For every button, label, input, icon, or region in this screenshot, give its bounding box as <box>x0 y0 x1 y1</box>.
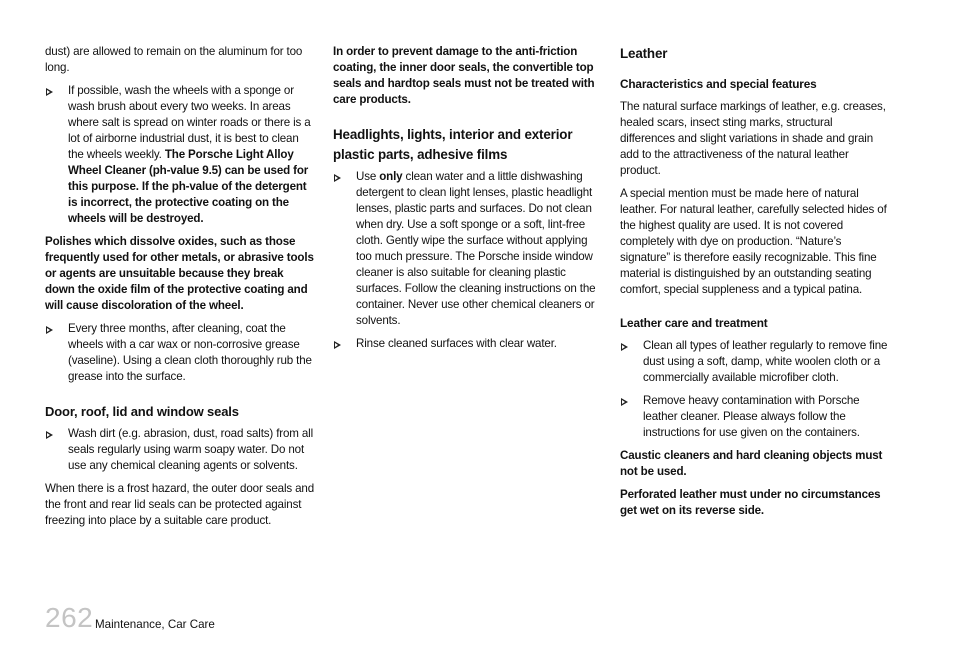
column-middle <box>333 44 601 359</box>
bullet-item <box>620 338 890 386</box>
bullet-triangle-icon <box>46 88 53 96</box>
section-heading: Headlights, lights, interior and exterior plastic parts, adhesive films <box>333 127 573 162</box>
section-heading: Door, roof, lid and window seals <box>45 404 239 419</box>
column-left <box>45 44 315 536</box>
warning-text: Caustic cleaners and hard cleaning objects must not be used. <box>620 449 883 478</box>
paragraph: The natural surface markings of leather, e.g. creases, healed scars, insect sting marks, structural differences and slight variations in shade and grain add to the attractiveness of the natural leather product. <box>620 100 886 177</box>
subsection-heading: Characteristics and special features <box>620 77 817 91</box>
bullet-item <box>333 336 601 352</box>
warning-text: Perforated leather must under no circumstances get wet on its reverse side. <box>620 488 881 517</box>
bullet-triangle-icon <box>46 431 53 439</box>
paragraph: When there is a frost hazard, the outer door seals and the front and rear lid seals can be protected against freezing into place by a suitable care product. <box>45 482 315 527</box>
warning-text: Polishes which dissolve oxides, such as those frequently used for other metals, or abrasive tools or agents are unsuitable because they break down the oxide film of the protective coating and will cause discoloration of the wheel. <box>45 235 314 312</box>
bullet-text: Wash dirt (e.g. abrasion, dust, road salts) from all seals regularly using warm soapy water. Do not use any chemical cleaning agents or solvents. <box>68 427 313 472</box>
bullet-text: Use <box>356 170 380 183</box>
section-heading: Leather <box>620 46 668 61</box>
bullet-item <box>45 426 315 474</box>
subsection-heading: Leather care and treatment <box>620 316 768 330</box>
bullet-item <box>333 169 601 329</box>
bullet-triangle-icon <box>46 326 53 334</box>
paragraph: A special mention must be made here of natural leather. For natural leather, carefully selected hides of the highest quality are used. It is not covered completely with dye on production. “Nature’s signature” is therefore easily recognizable. This fine material is distinguished by an outstanding seating comfort, special suppleness and a typical patina. <box>620 187 887 296</box>
bullet-text: If possible, wash the wheels with a sponge or wash brush about every two weeks. In areas where salt is spread on winter roads or there is a lot of airborne industrial dust, it is best to clean the wheels weekly. <box>68 84 311 161</box>
bullet-text: Remove heavy contamination with Porsche leather cleaner. Please always follow the instructions for use given on the containers. <box>643 394 860 439</box>
bullet-text: clean water and a little dishwashing detergent to clean light lenses, plastic headlight lenses, plastic parts and surfaces. Do not clean when dry. Use a soft sponge or a soft, lint-free cloth. Gently wipe the surface without applying too much pressure. The Porsche inside window cleaner is also suitable for cleaning plastic surfaces. Follow the cleaning instructions on the container. Never use other chemical cleaners or solvents. <box>356 170 596 327</box>
bullet-triangle-icon <box>621 343 628 351</box>
section-title: Maintenance, Car Care <box>95 618 215 631</box>
bullet-triangle-icon <box>334 341 341 349</box>
bullet-item <box>45 321 315 385</box>
bullet-item <box>620 393 890 441</box>
bullet-text: Every three months, after cleaning, coat the wheels with a car wax or non-corrosive grease (vaseline). Using a clean cloth thoroughly rub the grease into the surface. <box>68 322 312 383</box>
bullet-bold-text: only <box>379 170 403 183</box>
bullet-bold-text: The Porsche Light Alloy Wheel Cleaner (ph-value 9.5) can be used for this purpose. If the ph-value of the detergent is incorrect, the protective coating on the wheels will be destroyed. <box>68 148 309 225</box>
warning-text: In order to prevent damage to the anti-friction coating, the inner door seals, the convertible top seals and hardtop seals must not be treated with care products. <box>333 45 595 106</box>
bullet-item <box>45 83 315 227</box>
column-right <box>620 44 890 526</box>
bullet-triangle-icon <box>334 174 341 182</box>
page-number: 262 <box>45 602 94 633</box>
bullet-text: Clean all types of leather regularly to remove fine dust using a soft, damp, white woolen cloth or a commercially available microfiber cloth. <box>643 339 888 384</box>
bullet-triangle-icon <box>621 398 628 406</box>
paragraph: dust) are allowed to remain on the aluminum for too long. <box>45 45 303 74</box>
bullet-text: Rinse cleaned surfaces with clear water. <box>356 337 557 350</box>
